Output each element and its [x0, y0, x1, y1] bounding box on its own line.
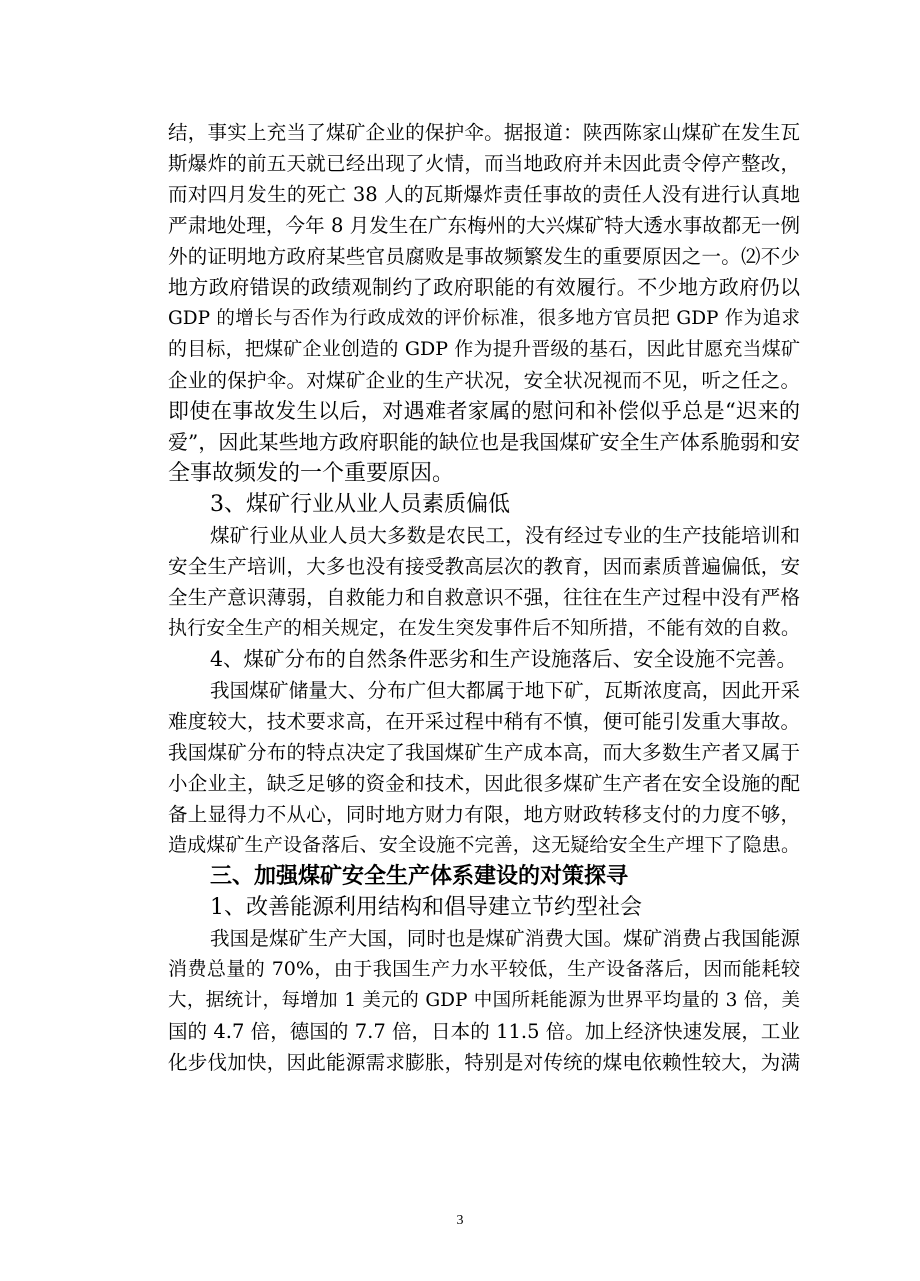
- text-line: 我国是煤矿生产大国，同时也是煤矿消费大国。煤矿消费占我国能源: [210, 927, 800, 950]
- text-line: 消费总量的 70%，由于我国生产力水平较低，生产设备落后，因而能耗较: [168, 958, 800, 980]
- text-line: 全生产意识薄弱，自救能力和自救意识不强，往往在生产过程中没有严格: [168, 586, 800, 609]
- text-line: 即使在事故发生以后，对遇难者家属的慰问和补偿似乎总是“迟来的: [168, 399, 800, 423]
- text-line: 外的证明地方政府某些官员腐败是事故频繁发生的重要原因之一。⑵不少: [168, 245, 800, 268]
- text-line: GDP 的增长与否作为行政成效的评价标准，很多地方官员把 GDP 作为追求: [168, 308, 800, 329]
- subsection-heading: 4、煤矿分布的自然条件恶劣和生产设施落后、安全设施不完善。: [210, 647, 798, 671]
- text-line: 斯爆炸的前五天就已经出现了火情，而当地政府并未因此责令停产整改，: [168, 152, 800, 175]
- text-line: 全事故频发的一个重要原因。: [168, 461, 455, 486]
- text-line: 造成煤矿生产设备落后、安全设施不完善，这无疑给安全生产埋下了隐患。: [168, 834, 800, 856]
- text-line: 备上显得力不从心，同时地方财力有限，地方财政转移支付的力度不够，: [168, 803, 800, 826]
- text-line: 结，事实上充当了煤矿企业的保护伞。据报道：陕西陈家山煤矿在发生瓦: [168, 121, 800, 144]
- text-line: 我国煤矿储量大、分布广但大都属于地下矿，瓦斯浓度高，因此开采: [210, 679, 800, 702]
- text-line: 地方政府错误的政绩观制约了政府职能的有效履行。不少地方政府仍以: [168, 275, 800, 299]
- text-line: 的目标，把煤矿企业创造的 GDP 作为提升晋级的基石，因此甘愿充当煤矿: [168, 338, 800, 360]
- subsection-heading: 1、改善能源利用结构和倡导建立节约型社会: [210, 895, 642, 920]
- text-line: 煤矿行业从业人员大多数是农民工，没有经过专业的生产技能培训和: [210, 524, 800, 547]
- text-line: 难度较大，技术要求高，在开采过程中稍有不慎，便可能引发重大事故。: [168, 710, 800, 733]
- text-line: 国的 4.7 倍，德国的 7.7 倍，日本的 11.5 倍。加上经济快速发展，工业: [168, 1020, 800, 1043]
- text-line: 我国煤矿分布的特点决定了我国煤矿生产成本高，而大多数生产者又属于: [168, 741, 800, 764]
- text-line: 小企业主，缺乏足够的资金和技术，因此很多煤矿生产者在安全设施的配: [168, 772, 800, 795]
- text-line: 爱”，因此某些地方政府职能的缺位也是我国煤矿安全生产体系脆弱和安: [168, 430, 800, 454]
- text-line: 严肃地处理，今年 8 月发生在广东梅州的大兴煤矿特大透水事故都无一例: [168, 214, 800, 237]
- page-number: 3: [456, 1213, 464, 1228]
- section-heading: 三、加强煤矿安全生产体系建设的对策探寻: [210, 863, 629, 889]
- text-line: 大，据统计，每增加 1 美元的 GDP 中国所耗能源为世界平均量的 3 倍，美: [168, 990, 800, 1011]
- text-line: 企业的保护伞。对煤矿企业的生产状况，安全状况视而不见，听之任之。: [168, 369, 800, 392]
- text-line: 安全生产培训，大多也没有接受教高层次的教育，因而素质普遍偏低，安: [168, 555, 800, 578]
- text-line: 化步伐加快，因此能源需求膨胀，特别是对传统的煤电依赖性较大，为满: [168, 1051, 800, 1074]
- subsection-heading: 3、煤矿行业从业人员素质偏低: [210, 492, 510, 517]
- text-line: 执行安全生产的相关规定，在发生突发事件后不知所措，不能有效的自救。: [168, 617, 800, 639]
- text-line: 而对四月发生的死亡 38 人的瓦斯爆炸责任事故的责任人没有进行认真地: [168, 183, 800, 206]
- body-text: [168, 117, 800, 1078]
